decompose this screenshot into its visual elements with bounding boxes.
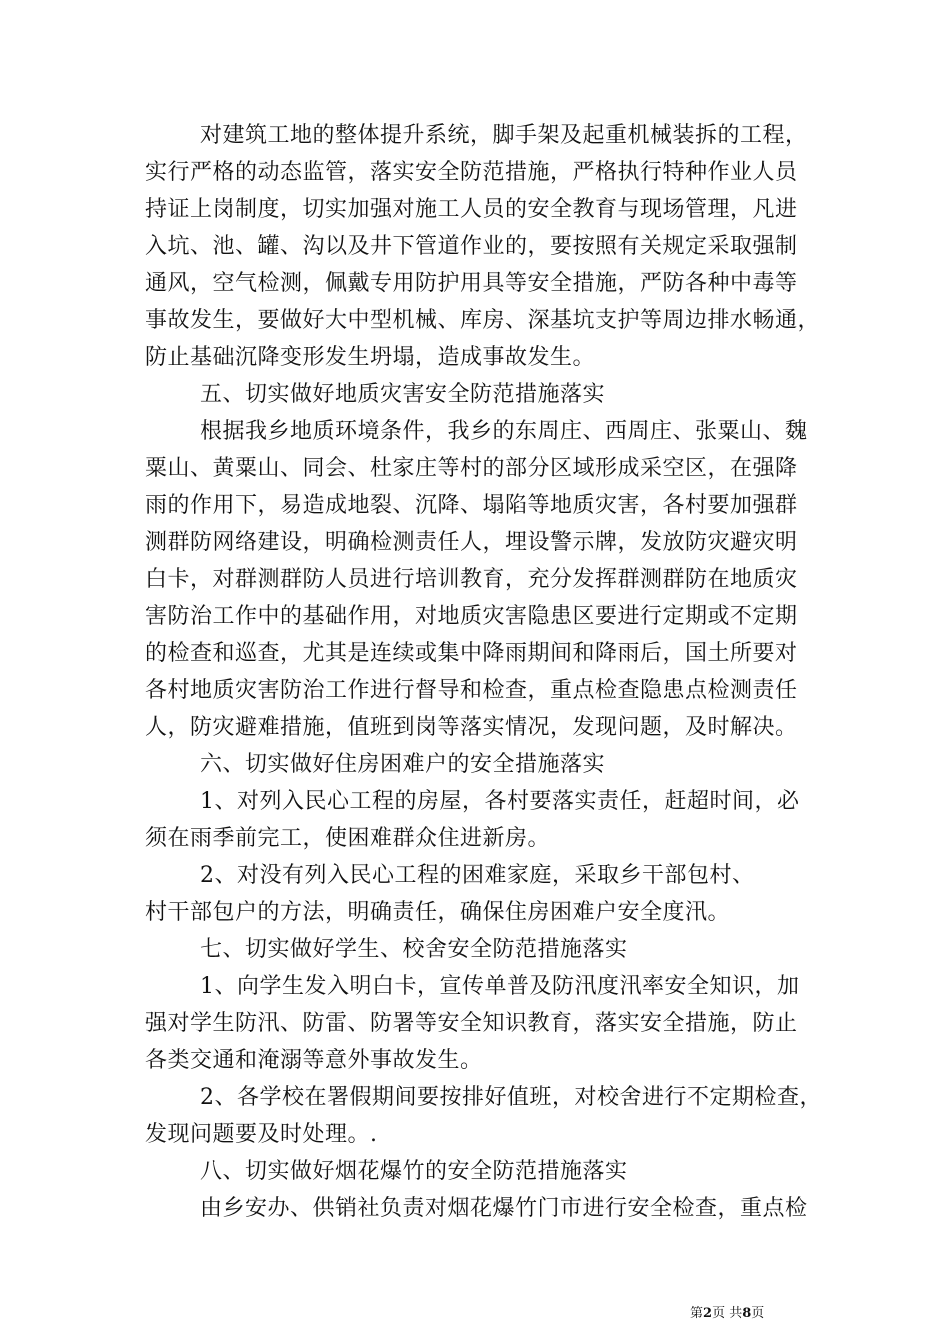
page-footer: [690, 1306, 764, 1322]
text-line: 白卡，对群测群防人员进行培训教育，充分发挥群测群防在地质灾: [145, 567, 798, 592]
text-line: 的检查和巡查，尤其是连续或集中降雨期间和降雨后，国土所要对: [145, 641, 798, 666]
text-line: 测群防网络建设，明确检测责任人，埋设警示牌，发放防灾避灾明: [145, 530, 798, 555]
text-line: 雨的作用下，易造成地裂、沉降、塌陷等地质灾害，各村要加强群: [145, 493, 798, 518]
text-line: 2、各学校在署假期间要按排好值班，对校舍进行不定期检查，: [200, 1085, 822, 1110]
text-line: 人，防灾避难措施，值班到岗等落实情况，发现问题，及时解决。: [145, 715, 798, 740]
section-heading: 七、切实做好学生、校舍安全防范措施落实: [200, 937, 628, 962]
text-line: 强对学生防汛、防雷、防署等安全知识教育，落实安全措施，防止: [145, 1011, 798, 1036]
footer-middle: 页 共: [712, 1306, 743, 1321]
text-line: 2、对没有列入民心工程的困难家庭，采取乡干部包村、: [200, 863, 755, 888]
footer-suffix: 页: [751, 1306, 765, 1321]
text-line: 1、向学生发入明白卡，宣传单普及防汛度汛率安全知识，加: [200, 974, 800, 999]
text-line: 事故发生，要做好大中型机械、库房、深基坑支护等周边排水畅通，: [145, 308, 821, 333]
text-line: 通风，空气检测，佩戴专用防护用具等安全措施，严防各种中毒等: [145, 271, 798, 296]
text-line: 防止基础沉降变形发生坍塌，造成事故发生。: [145, 345, 596, 370]
text-line: 各类交通和淹溺等意外事故发生。: [145, 1048, 483, 1073]
total-pages-number: 8: [742, 1306, 752, 1321]
text-line: 发现问题要及时处理。.: [145, 1122, 378, 1147]
footer-prefix: 第: [690, 1306, 704, 1321]
section-heading: 五、切实做好地质灾害安全防范措施落实: [200, 382, 606, 407]
text-line: 入坑、池、罐、沟以及井下管道作业的，要按照有关规定采取强制: [145, 234, 798, 259]
text-line: 害防治工作中的基础作用，对地质灾害隐患区要进行定期或不定期: [145, 604, 798, 629]
text-line: 须在雨季前完工，使困难群众住进新房。: [145, 826, 551, 851]
section-heading: 六、切实做好住房困难户的安全措施落实: [200, 752, 606, 777]
current-page-number: 2: [703, 1306, 713, 1321]
section-heading: 八、切实做好烟花爆竹的安全防范措施落实: [200, 1159, 628, 1184]
text-line: 1、对列入民心工程的房屋，各村要落实责任，赶超时间，必: [200, 789, 800, 814]
text-line: 持证上岗制度，切实加强对施工人员的安全教育与现场管理，凡进: [145, 197, 798, 222]
text-line: 对建筑工地的整体提升系统，脚手架及起重机械装拆的工程，: [200, 123, 808, 148]
text-line: 粟山、黄粟山、同会、杜家庄等村的部分区域形成采空区，在强降: [145, 456, 798, 481]
text-line: 村干部包户的方法，明确责任，确保住房困难户安全度汛。: [145, 900, 731, 925]
text-line: 根据我乡地质环境条件，我乡的东周庄、西周庄、张粟山、魏: [200, 419, 808, 444]
text-line: 实行严格的动态监管，落实安全防范措施，严格执行特种作业人员: [145, 160, 798, 185]
text-line: 各村地质灾害防治工作进行督导和检查，重点检查隐患点检测责任: [145, 678, 798, 703]
text-line: 由乡安办、供销社负责对烟花爆竹门市进行安全检查，重点检: [200, 1196, 808, 1221]
